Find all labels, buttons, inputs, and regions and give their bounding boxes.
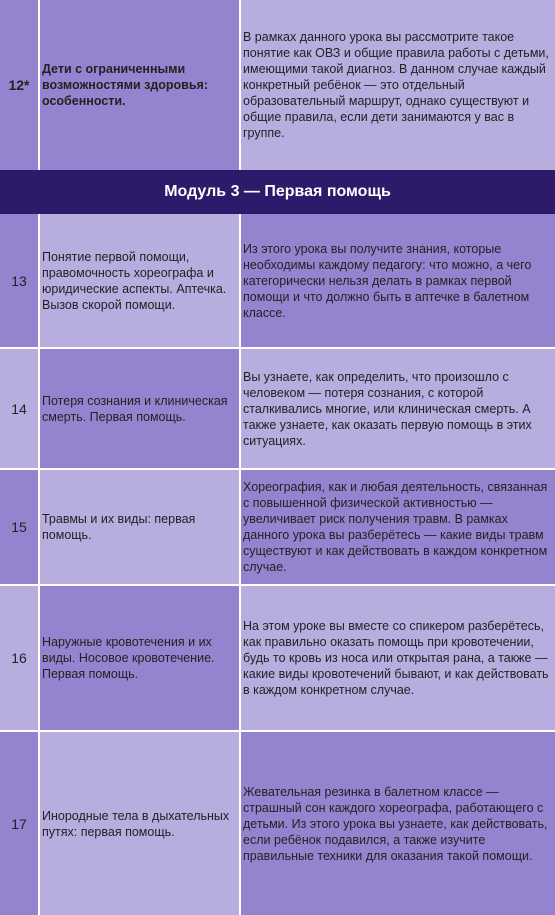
lesson-description: Хореография, как и любая деятельность, связанная с повышенной физической активностью — увеличивает риск получения травм. В рамках данного урока вы разберётесь — какие виды травм существуют и как действовать в каждом конкретном случае.: [239, 470, 555, 584]
lesson-description: На этом уроке вы вместе со спикером разберётесь, как правильно оказать помощь при кровотечении, будь то кровь из носа или открытая рана, а также — какие виды кровотечений бывают, и как действовать в каждом конкретном случае.: [239, 586, 555, 730]
lesson-description: Вы узнаете, как определить, что произошло с человеком — потеря сознания, с которой сталкивались многие, или клиническая смерть. А также узнаете, как оказать первую помощь в этих ситуациях.: [239, 349, 555, 468]
module-title: Модуль 3 — Первая помощь: [164, 183, 391, 200]
table-row: [0, 0, 555, 170]
lesson-number: 17: [0, 732, 38, 915]
lesson-topic: Дети с ограниченными возможностями здоровья: особенности.: [38, 0, 239, 170]
lesson-topic: Потеря сознания и клиническая смерть. Первая помощь.: [38, 349, 239, 468]
lesson-number: 15: [0, 470, 38, 584]
lesson-topic: Травмы и их виды: первая помощь.: [38, 470, 239, 584]
lesson-number: 12*: [0, 0, 38, 170]
lesson-number: 16: [0, 586, 38, 730]
lesson-number: 13: [0, 214, 38, 348]
lesson-topic: Инородные тела в дыхательных путях: первая помощь.: [38, 732, 239, 915]
lesson-number: 14: [0, 349, 38, 468]
table-row: [0, 732, 555, 915]
table-row: [0, 214, 555, 348]
table-row: [0, 470, 555, 584]
table-row: [0, 586, 555, 730]
lesson-description: Из этого урока вы получите знания, которые необходимы каждому педагогу: что можно, а чего категорически нельзя делать в рамках первой помощи и что должно быть в аптечке в балетном классе.: [239, 214, 555, 348]
lesson-description: Жевательная резинка в балетном классе — страшный сон каждого хореографа, работающего с детьми. Из этого урока вы узнаете, как действовать, если ребёнок подавился, а также изучите правильные техники для оказания такой помощи.: [239, 732, 555, 915]
lesson-topic: Наружные кровотечения и их виды. Носовое кровотечение. Первая помощь.: [38, 586, 239, 730]
module-header: [0, 170, 555, 214]
lesson-topic: Понятие первой помощи, правомочность хореографа и юридические аспекты. Аптечка. Вызов скорой помощи.: [38, 214, 239, 348]
table-row: [0, 349, 555, 468]
lesson-description: В рамках данного урока вы рассмотрите такое понятие как ОВЗ и общие правила работы с детьми, имеющими такой диагноз. В данном случае каждый конкретный ребёнок — это отдельный образовательный маршрут, однако существуют и общие правила, если дети занимаются у вас в группе.: [239, 0, 555, 170]
